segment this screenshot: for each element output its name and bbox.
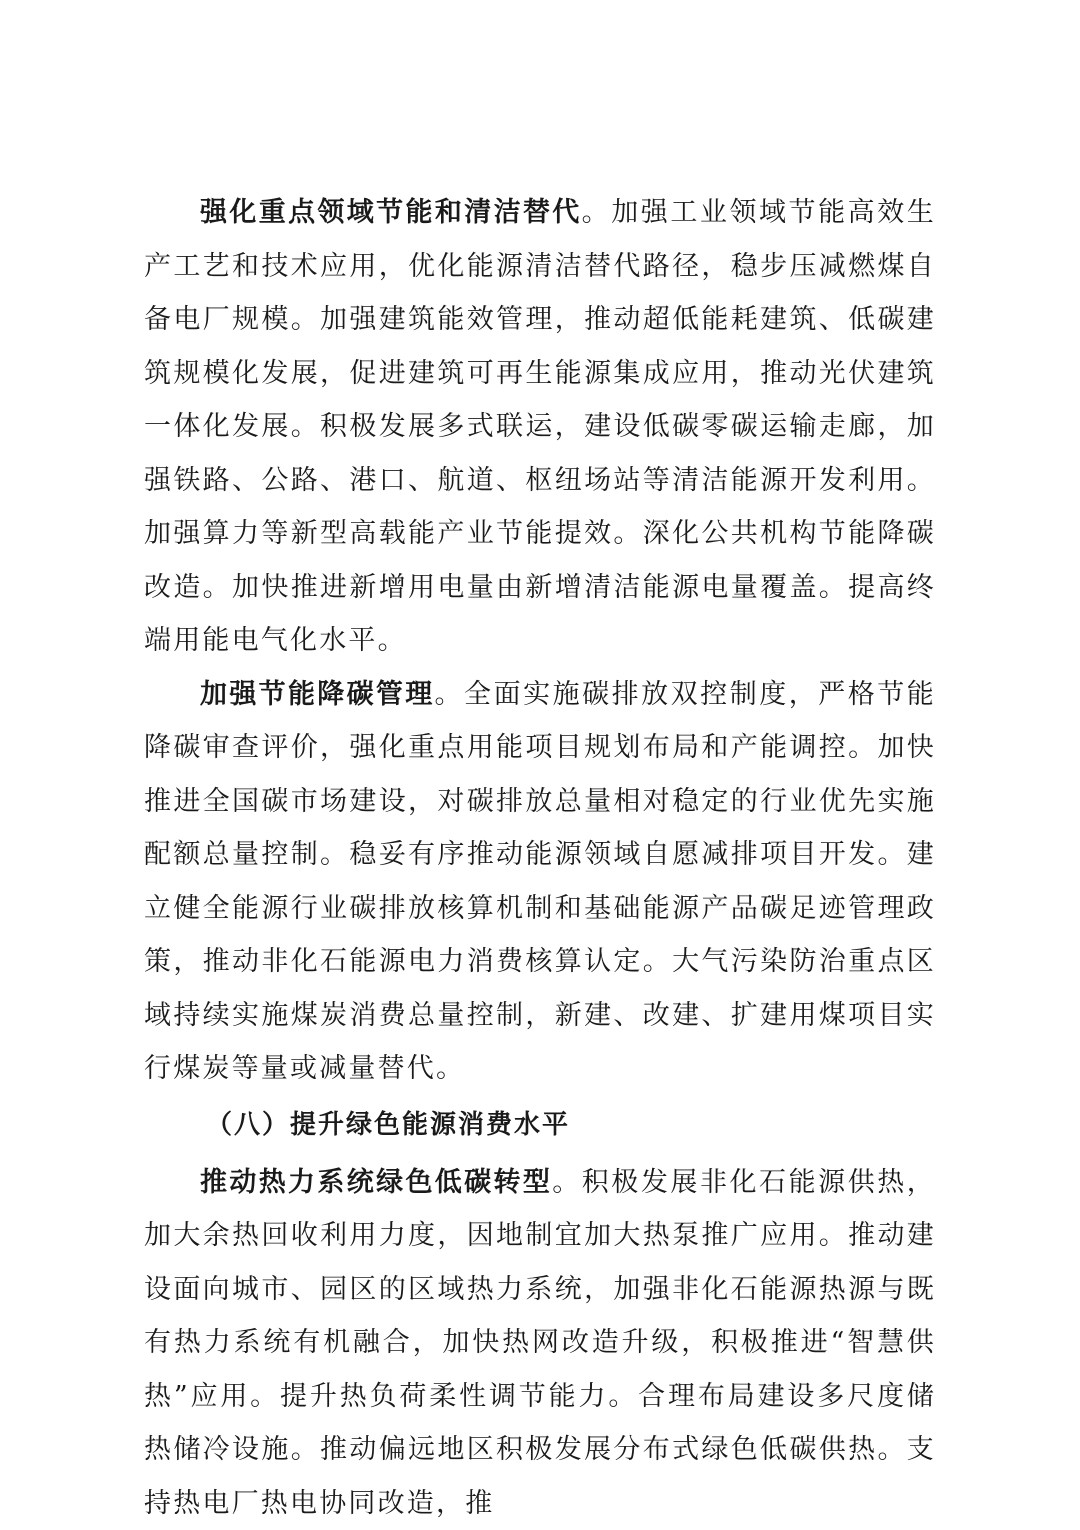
- paragraph-lead-title: 强化重点领域节能和清洁替代: [200, 197, 582, 228]
- paragraph-carbon-management: [144, 668, 936, 1096]
- paragraph-heating-transition: [144, 1156, 936, 1530]
- section-heading: （八）提升绿色能源消费水平: [144, 1102, 936, 1148]
- paragraph-lead-title: 推动热力系统绿色低碳转型: [200, 1167, 552, 1198]
- document-page: [144, 186, 936, 1530]
- paragraph-energy-saving-substitution: [144, 186, 936, 668]
- paragraph-body-text: 。全面实施碳排放双控制度，严格节能降碳审查评价，强化重点用能项目规划布局和产能调控。加快推进全国碳市场建设，对碳排放总量相对稳定的行业优先实施配额总量控制。稳妥有序推动能源领域自愿减排项目开发。建立健全能源行业碳排放核算机制和基础能源产品碳足迹管理政策，推动非化石能源电力消费核算认定。大气污染防治重点区域持续实施煤炭消费总量控制，新建、改建、扩建用煤项目实行煤炭等量或减量替代。: [144, 679, 936, 1085]
- paragraph-body-text: 。加强工业领域节能高效生产工艺和技术应用，优化能源清洁替代路径，稳步压减燃煤自备电厂规模。加强建筑能效管理，推动超低能耗建筑、低碳建筑规模化发展，促进建筑可再生能源集成应用，推动光伏建筑一体化发展。积极发展多式联运，建设低碳零碳运输走廊，加强铁路、公路、港口、航道、枢纽场站等清洁能源开发利用。加强算力等新型高载能产业节能提效。深化公共机构节能降碳改造。加快推进新增用电量由新增清洁能源电量覆盖。提高终端用能电气化水平。: [144, 197, 936, 656]
- paragraph-lead-title: 加强节能降碳管理: [200, 679, 435, 710]
- paragraph-body-text: 。积极发展非化石能源供热，加大余热回收利用力度，因地制宜加大热泵推广应用。推动建设面向城市、园区的区域热力系统，加强非化石能源热源与既有热力系统有机融合，加快热网改造升级，积极推进“智慧供热”应用。提升热负荷柔性调节能力。合理布局建设多尺度储热储冷设施。推动偏远地区积极发展分布式绿色低碳供热。支持热电厂热电协同改造，推: [144, 1167, 936, 1519]
